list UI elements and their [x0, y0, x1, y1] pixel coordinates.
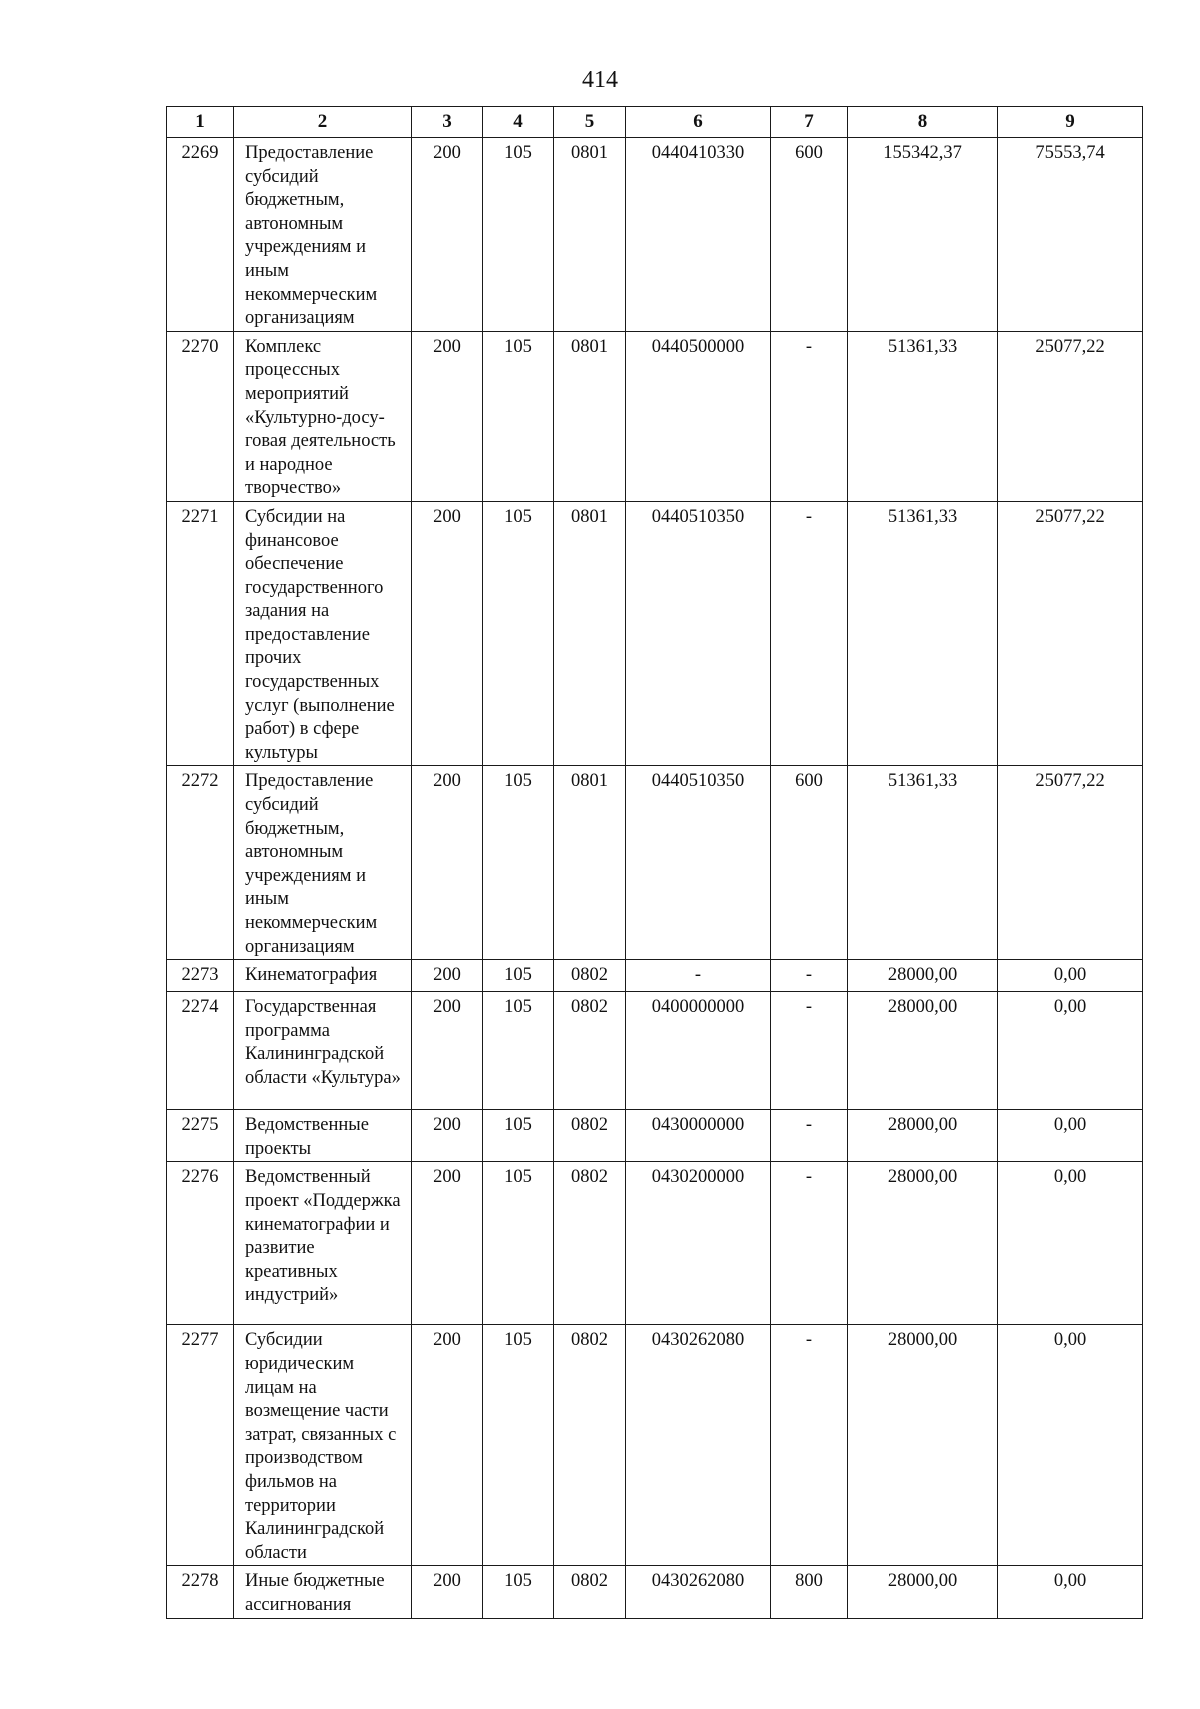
cell-col6: 0430200000: [626, 1162, 771, 1325]
table-row: [167, 960, 1143, 992]
cell-col7: -: [771, 960, 848, 992]
table-row: [167, 1566, 1143, 1618]
column-header: 3: [412, 107, 483, 138]
table-row: [167, 331, 1143, 501]
row-number: 2273: [167, 960, 234, 992]
cell-col8: 51361,33: [848, 501, 998, 766]
cell-col8: 28000,00: [848, 1110, 998, 1162]
cell-col5: 0802: [554, 992, 626, 1110]
column-header: 8: [848, 107, 998, 138]
cell-col9: 0,00: [998, 992, 1143, 1110]
budget-table: [166, 106, 1143, 1619]
cell-col9: 75553,74: [998, 138, 1143, 332]
cell-col7: 800: [771, 1566, 848, 1618]
cell-col6: 0440500000: [626, 331, 771, 501]
column-header: 4: [483, 107, 554, 138]
cell-col4: 105: [483, 1110, 554, 1162]
cell-col5: 0801: [554, 138, 626, 332]
cell-col9: 25077,22: [998, 501, 1143, 766]
cell-col5: 0802: [554, 1566, 626, 1618]
row-number: 2275: [167, 1110, 234, 1162]
cell-col3: 200: [412, 1325, 483, 1566]
cell-col4: 105: [483, 992, 554, 1110]
cell-col9: 0,00: [998, 1325, 1143, 1566]
cell-col8: 28000,00: [848, 1566, 998, 1618]
table-row: [167, 501, 1143, 766]
cell-col3: 200: [412, 1110, 483, 1162]
column-header: 9: [998, 107, 1143, 138]
column-header: 1: [167, 107, 234, 138]
cell-col6: 0400000000: [626, 992, 771, 1110]
cell-col8: 51361,33: [848, 331, 998, 501]
row-name: Субсидии юридическим лицам на возмещение части затрат, связанных с производством фильмов на территории Калининградской области: [234, 1325, 412, 1566]
cell-col5: 0801: [554, 766, 626, 960]
cell-col7: -: [771, 992, 848, 1110]
row-name: Ведомственный проект «Поддержка кинематографии и развитие креативных индустрий»: [234, 1162, 412, 1325]
cell-col3: 200: [412, 766, 483, 960]
cell-col5: 0802: [554, 1162, 626, 1325]
row-name: Субсидии на финансовое обеспечение государственного задания на предоставление прочих государственных услуг (выполнение работ) в сфере культуры: [234, 501, 412, 766]
row-name: Иные бюджетные ассигнования: [234, 1566, 412, 1618]
column-header: 6: [626, 107, 771, 138]
cell-col5: 0801: [554, 501, 626, 766]
cell-col5: 0802: [554, 1110, 626, 1162]
row-name: Комплекс процессных мероприятий «Культурно-досу-говая деятельность и народное творчество»: [234, 331, 412, 501]
table-row: [167, 1110, 1143, 1162]
cell-col4: 105: [483, 1162, 554, 1325]
row-number: 2278: [167, 1566, 234, 1618]
row-number: 2272: [167, 766, 234, 960]
cell-col8: 28000,00: [848, 960, 998, 992]
cell-col4: 105: [483, 1566, 554, 1618]
cell-col6: 0440510350: [626, 501, 771, 766]
cell-col3: 200: [412, 960, 483, 992]
cell-col8: 28000,00: [848, 1325, 998, 1566]
column-header: 5: [554, 107, 626, 138]
table-row: [167, 138, 1143, 332]
header-row: [167, 107, 1143, 138]
row-number: 2277: [167, 1325, 234, 1566]
cell-col7: -: [771, 1325, 848, 1566]
cell-col6: 0430000000: [626, 1110, 771, 1162]
cell-col9: 25077,22: [998, 766, 1143, 960]
cell-col9: 0,00: [998, 960, 1143, 992]
table-row: [167, 992, 1143, 1110]
row-name: Кинематография: [234, 960, 412, 992]
cell-col7: -: [771, 501, 848, 766]
cell-col4: 105: [483, 766, 554, 960]
cell-col4: 105: [483, 331, 554, 501]
cell-col4: 105: [483, 960, 554, 992]
row-number: 2271: [167, 501, 234, 766]
cell-col8: 155342,37: [848, 138, 998, 332]
page-number: 414: [582, 67, 618, 93]
cell-col3: 200: [412, 1162, 483, 1325]
cell-col3: 200: [412, 138, 483, 332]
table-row: [167, 1325, 1143, 1566]
cell-col4: 105: [483, 1325, 554, 1566]
cell-col6: 0440510350: [626, 766, 771, 960]
row-number: 2276: [167, 1162, 234, 1325]
row-name: Государственная программа Калининградской области «Культура»: [234, 992, 412, 1110]
row-name: Предоставление субсидий бюджетным, автономным учреждениям и иным некоммерческим организациям: [234, 138, 412, 332]
column-header: 7: [771, 107, 848, 138]
cell-col6: -: [626, 960, 771, 992]
cell-col3: 200: [412, 501, 483, 766]
row-name: Ведомственные проекты: [234, 1110, 412, 1162]
cell-col7: -: [771, 331, 848, 501]
row-name: Предоставление субсидий бюджетным, автономным учреждениям и иным некоммерческим организациям: [234, 766, 412, 960]
cell-col8: 51361,33: [848, 766, 998, 960]
cell-col7: 600: [771, 138, 848, 332]
cell-col6: 0440410330: [626, 138, 771, 332]
cell-col7: 600: [771, 766, 848, 960]
cell-col8: 28000,00: [848, 1162, 998, 1325]
row-number: 2269: [167, 138, 234, 332]
cell-col5: 0802: [554, 960, 626, 992]
cell-col9: 25077,22: [998, 331, 1143, 501]
table-row: [167, 766, 1143, 960]
cell-col7: -: [771, 1162, 848, 1325]
cell-col6: 0430262080: [626, 1566, 771, 1618]
cell-col3: 200: [412, 331, 483, 501]
cell-col3: 200: [412, 992, 483, 1110]
cell-col4: 105: [483, 501, 554, 766]
table-row: [167, 1162, 1143, 1325]
cell-col4: 105: [483, 138, 554, 332]
row-number: 2270: [167, 331, 234, 501]
cell-col9: 0,00: [998, 1566, 1143, 1618]
cell-col5: 0802: [554, 1325, 626, 1566]
cell-col6: 0430262080: [626, 1325, 771, 1566]
cell-col8: 28000,00: [848, 992, 998, 1110]
cell-col5: 0801: [554, 331, 626, 501]
cell-col9: 0,00: [998, 1162, 1143, 1325]
cell-col3: 200: [412, 1566, 483, 1618]
cell-col7: -: [771, 1110, 848, 1162]
column-header: 2: [234, 107, 412, 138]
row-number: 2274: [167, 992, 234, 1110]
cell-col9: 0,00: [998, 1110, 1143, 1162]
